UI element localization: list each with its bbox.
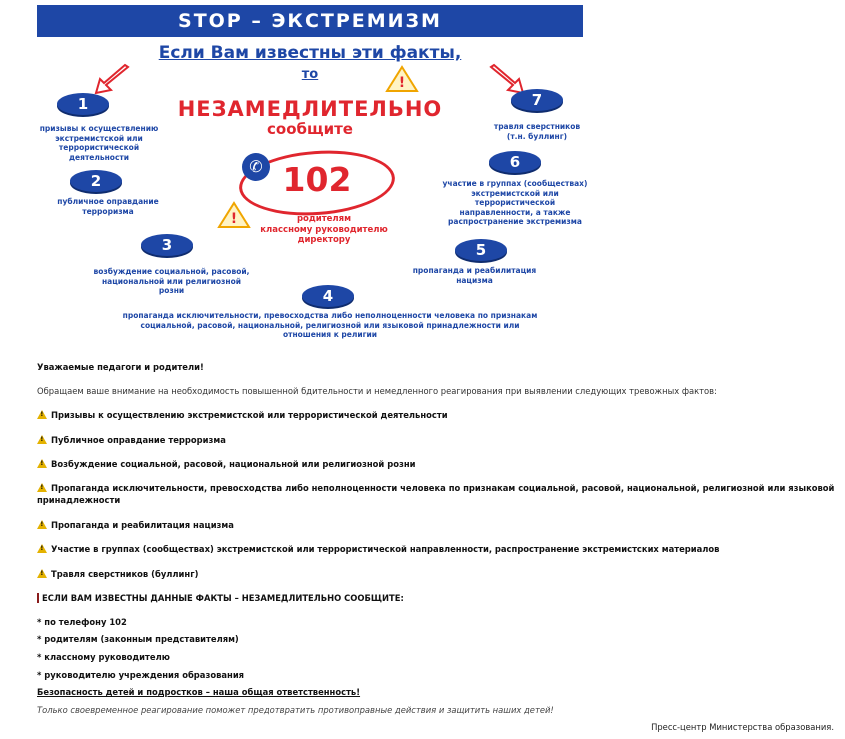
contact-item: * руководителю учреждения образования — [37, 670, 245, 680]
item-number: 6 — [489, 151, 541, 173]
poster-headline: Если Вам известны эти факты, — [158, 43, 462, 63]
warning-icon — [37, 410, 47, 419]
contact-item: * классному руководителю — [37, 652, 170, 662]
poster-headline-to: то — [301, 67, 319, 82]
fact-item: !Призывы к осуществлению экстремистской или террористической деятельности — [37, 410, 448, 420]
warning-icon — [37, 520, 47, 529]
report-recipients: родителям классному руководителю директору — [260, 214, 388, 245]
item-caption: участие в группах (сообществах) экстремистской или террористической направленности, а также распространение экстремизма — [442, 179, 588, 226]
fact-item-continued: принадлежности — [37, 495, 121, 505]
intro-text: Обращаем ваше внимание на необходимость повышенной бдительности и немедленного реагирования при выявлении следующих тревожных фактов: — [37, 386, 717, 396]
warning-icon — [37, 435, 47, 444]
fact-item: !Публичное оправдание терроризма — [37, 435, 226, 445]
phone-number: 102 — [282, 160, 352, 199]
warning-icon — [37, 544, 47, 553]
safety-statement: Безопасность детей и подростков – наша общая ответственность! — [37, 687, 361, 697]
item-number: 5 — [455, 239, 507, 261]
accent-bar — [37, 593, 39, 603]
fact-item: !Участие в группах (сообществах) экстремистской или террористической направленности, распространение экстремистских материалов — [37, 544, 720, 554]
fact-item: !Пропаганда и реабилитация нацизма — [37, 520, 234, 530]
svg-text:!: ! — [230, 211, 238, 227]
warning-icon — [37, 569, 47, 578]
warning-icon — [37, 459, 47, 468]
svg-text:!: ! — [398, 75, 406, 91]
item-number: 4 — [302, 285, 354, 307]
greeting: Уважаемые педагоги и родители! — [37, 362, 204, 372]
signature: Пресс-центр Министерства образования. — [651, 722, 834, 732]
closing-text: Только своевременное реагирование поможет предотвратить противоправные действия и защитить наших детей! — [37, 705, 554, 715]
poster — [37, 5, 588, 347]
item-number: 2 — [70, 170, 122, 192]
item-number: 1 — [57, 93, 109, 115]
poster-banner: STOP – ЭКСТРЕМИЗМ — [37, 5, 583, 37]
poster-report: сообщите — [267, 120, 353, 138]
item-caption: призывы к осуществлению экстремистской или террористической деятельности — [39, 124, 159, 162]
fact-item: !Возбуждение социальной, расовой, национальной или религиозной розни — [37, 459, 415, 469]
warning-icon — [385, 65, 419, 93]
item-caption: возбуждение социальной, расовой, национальной или религиозной розни — [93, 267, 250, 295]
item-number: 3 — [141, 234, 193, 256]
item-caption: пропаганда исключительности, превосходства либо неполноценности человека по признакам социальной, расовой, национальной, религиозной или языковой принадлежности или отношения к религии — [122, 311, 538, 339]
item-caption: публичное оправдание терроризма — [57, 197, 159, 216]
contact-item: * по телефону 102 — [37, 617, 127, 627]
call-heading: ЕСЛИ ВАМ ИЗВЕСТНЫ ДАННЫЕ ФАКТЫ – НЕЗАМЕДЛИТЕЛЬНО СООБЩИТЕ: — [37, 593, 404, 603]
warning-icon — [37, 483, 47, 492]
fact-item: !Пропаганда исключительности, превосходства либо неполноценности человека по признакам социальной, расовой, национальной, религиозной или языковой — [37, 483, 834, 493]
contact-item: * родителям (законным представителям) — [37, 634, 239, 644]
fact-item: !Травля сверстников (буллинг) — [37, 569, 198, 579]
phone-icon: ✆ — [242, 153, 270, 181]
poster-urgent: НЕЗАМЕДЛИТЕЛЬНО — [177, 97, 443, 121]
item-caption: травля сверстников (т.н. буллинг) — [493, 122, 581, 141]
item-caption: пропаганда и реабилитация нацизма — [412, 266, 537, 285]
item-number: 7 — [511, 89, 563, 111]
left-arrow-icon — [92, 63, 132, 97]
